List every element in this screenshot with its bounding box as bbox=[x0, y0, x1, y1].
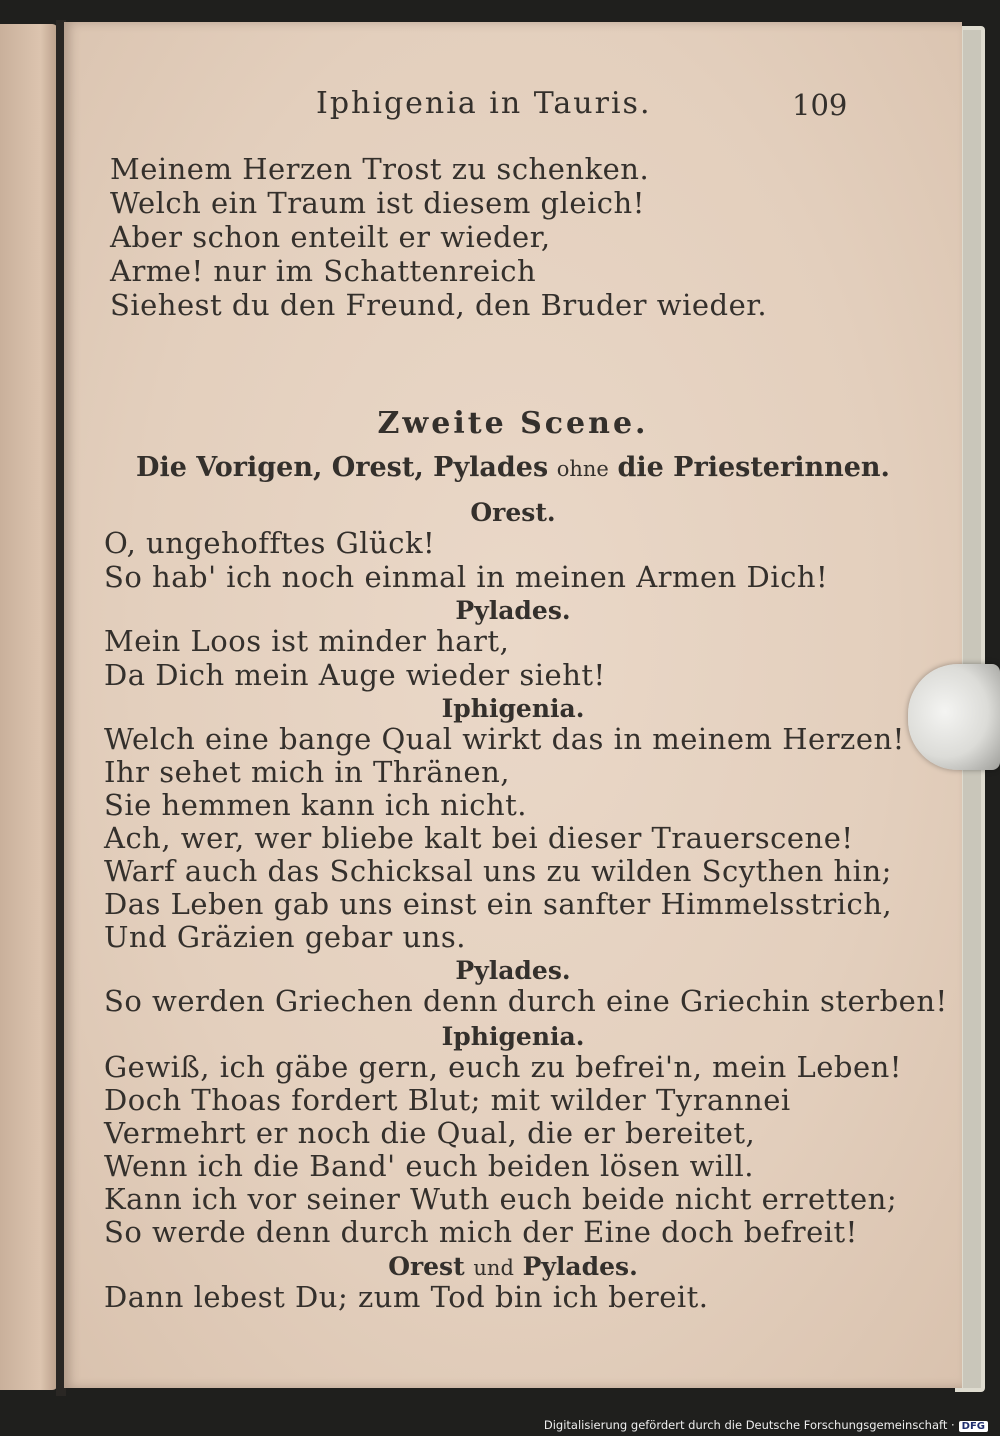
verse-line: Ihr sehet mich in Thränen, bbox=[104, 755, 510, 789]
digitization-credit bbox=[544, 1418, 988, 1432]
page-clip bbox=[908, 664, 1000, 770]
verse-line: Ach, wer, wer bliebe kalt bei dieser Trauerscene! bbox=[104, 821, 854, 855]
verse-line: Mein Loos ist minder hart, bbox=[104, 624, 510, 658]
scene-heading: Zweite Scene. bbox=[377, 406, 649, 441]
speaker-connector: und bbox=[473, 1256, 514, 1280]
speaker-label: Orest. bbox=[470, 498, 556, 527]
speaker-label: Iphigenia. bbox=[441, 1022, 585, 1051]
verse-line: Dann lebest Du; zum Tod bin ich bereit. bbox=[104, 1280, 709, 1314]
verse-line: Siehest du den Freund, den Bruder wieder. bbox=[110, 288, 768, 322]
verse-line: Welch eine bange Qual wirkt das in meinem Herzen! bbox=[104, 722, 905, 756]
verse-line: Kann ich vor seiner Wuth euch beide nicht erretten; bbox=[104, 1182, 898, 1216]
cast-end: die Priesterinnen. bbox=[617, 452, 890, 483]
verse-line: So werden Griechen denn durch eine Griechin sterben! bbox=[104, 984, 948, 1018]
verse-line: Und Gräzien gebar uns. bbox=[104, 920, 466, 954]
scene-cast bbox=[64, 452, 962, 483]
verse-line: Vermehrt er noch die Qual, die er bereitet, bbox=[104, 1116, 756, 1150]
verse-line: Meinem Herzen Trost zu schenken. bbox=[110, 152, 650, 186]
verse-line: Sie hemmen kann ich nicht. bbox=[104, 788, 528, 822]
cast-main: Die Vorigen, Orest, Pylades bbox=[136, 452, 549, 483]
verse-line: So werde denn durch mich der Eine doch befreit! bbox=[104, 1215, 858, 1249]
left-page-edge bbox=[0, 24, 58, 1390]
verse-line: Wenn ich die Band' euch beiden lösen will. bbox=[104, 1149, 754, 1183]
verse-line: Warf auch das Schicksal uns zu wilden Scythen hin; bbox=[104, 854, 892, 888]
dfg-logo: DFG bbox=[959, 1421, 988, 1432]
book-page bbox=[64, 22, 962, 1388]
verse-line: Da Dich mein Auge wieder sieht! bbox=[104, 658, 606, 692]
verse-line: O, ungehofftes Glück! bbox=[104, 526, 436, 560]
running-header: Iphigenia in Tauris. bbox=[316, 86, 652, 121]
verse-line: Aber schon enteilt er wieder, bbox=[110, 220, 551, 254]
speaker-label: Iphigenia. bbox=[441, 694, 585, 723]
verse-line: Welch ein Traum ist diesem gleich! bbox=[110, 186, 645, 220]
credit-text: Digitalisierung gefördert durch die Deutsche Forschungsgemeinschaft · bbox=[543, 1418, 955, 1432]
verse-line: Das Leben gab uns einst ein sanfter Himmelsstrich, bbox=[104, 887, 893, 921]
speaker-label-pair bbox=[64, 1252, 962, 1283]
verse-line: Gewiß, ich gäbe gern, euch zu befrei'n, mein Leben! bbox=[104, 1050, 902, 1084]
page-number: 109 bbox=[792, 88, 848, 122]
verse-line: Doch Thoas fordert Blut; mit wilder Tyrannei bbox=[104, 1083, 791, 1117]
speaker-a: Orest bbox=[388, 1252, 465, 1281]
verse-line: So hab' ich noch einmal in meinen Armen Dich! bbox=[104, 560, 829, 594]
speaker-label: Pylades. bbox=[455, 956, 571, 985]
verse-line: Arme! nur im Schattenreich bbox=[110, 254, 537, 288]
cast-connector: ohne bbox=[556, 457, 609, 481]
speaker-label: Pylades. bbox=[455, 596, 571, 625]
speaker-b: Pylades. bbox=[522, 1252, 638, 1281]
